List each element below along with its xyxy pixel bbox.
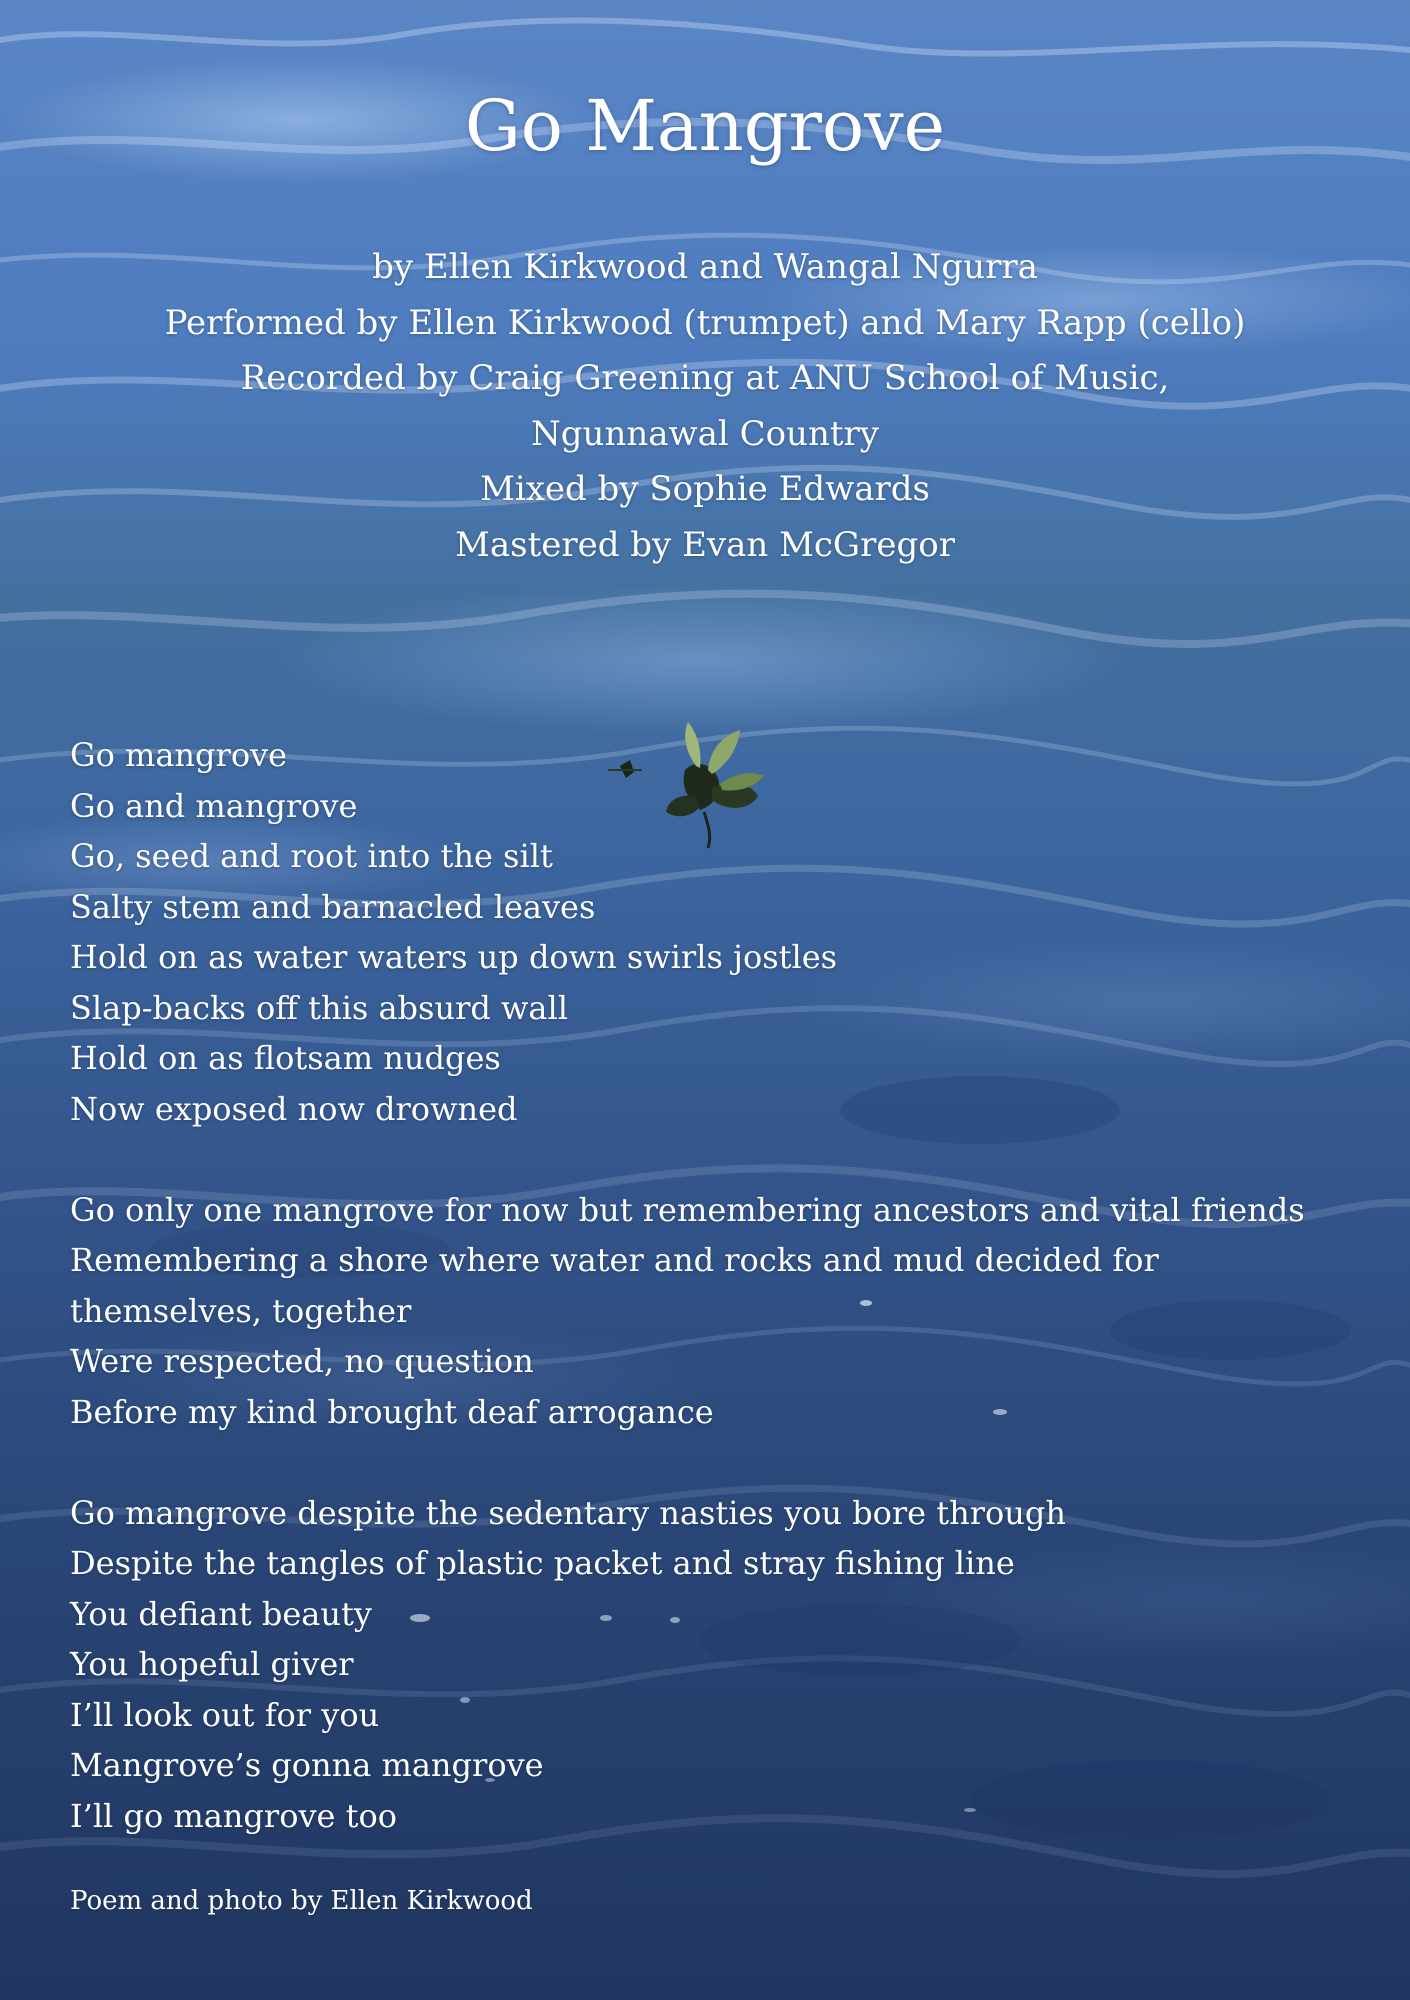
poem-line: Now exposed now drowned	[70, 1089, 518, 1128]
poem-line: Were respected, no question	[70, 1342, 534, 1380]
credits-block	[60, 240, 1350, 573]
credit-line: Performed by Ellen Kirkwood (trumpet) and Mary Rapp (cello)	[164, 302, 1246, 343]
poem-line: You defiant beauty	[70, 1594, 372, 1633]
poem-line: I’ll look out for you	[70, 1695, 380, 1734]
photo-credit: Poem and photo by Ellen Kirkwood	[70, 1886, 533, 1916]
credit-line: by Ellen Kirkwood and Wangal Ngurra	[372, 247, 1038, 287]
credit-line: Ngunnawal Country	[531, 413, 879, 454]
poem-line: Go, seed and root into the silt	[70, 837, 553, 875]
poem-line: Go mangrove despite the sedentary nasties you bore through	[70, 1493, 1066, 1532]
poem-line: Before my kind brought deaf arrogance	[70, 1392, 714, 1431]
poem-line: Remembering a shore where water and rocks and mud decided for	[70, 1241, 1159, 1279]
poem-line: You hopeful giver	[70, 1645, 354, 1683]
poem-line: I’ll go mangrove too	[70, 1796, 398, 1835]
credit-line: Mixed by Sophie Edwards	[480, 469, 930, 509]
poem-line: Salty stem and barnacled leaves	[70, 887, 596, 926]
poem-stanza-2	[70, 1185, 1370, 1438]
poem-line: Mangrove’s gonna mangrove	[70, 1746, 544, 1784]
poem-line: Despite the tangles of plastic packet and stray fishing line	[70, 1544, 1015, 1582]
poem-body	[70, 730, 1370, 1841]
poem-stanza-1	[70, 730, 1370, 1134]
credit-line: Recorded by Craig Greening at ANU School of Music,	[240, 358, 1170, 398]
poem-line: themselves, together	[70, 1291, 412, 1330]
poem-line: Hold on as water waters up down swirls jostles	[70, 938, 838, 976]
poem-line: Hold on as flotsam nudges	[70, 1039, 501, 1077]
poem-stanza-3	[70, 1488, 1370, 1842]
credit-line: Mastered by Evan McGregor	[455, 524, 955, 565]
poem-line: Go only one mangrove for now but remembering ancestors and vital friends	[70, 1190, 1305, 1229]
poem-line: Go and mangrove	[70, 786, 358, 825]
poem-title: Go Mangrove	[464, 85, 946, 167]
poem-line: Slap-backs off this absurd wall	[70, 988, 568, 1027]
poem-line: Go mangrove	[70, 736, 288, 774]
